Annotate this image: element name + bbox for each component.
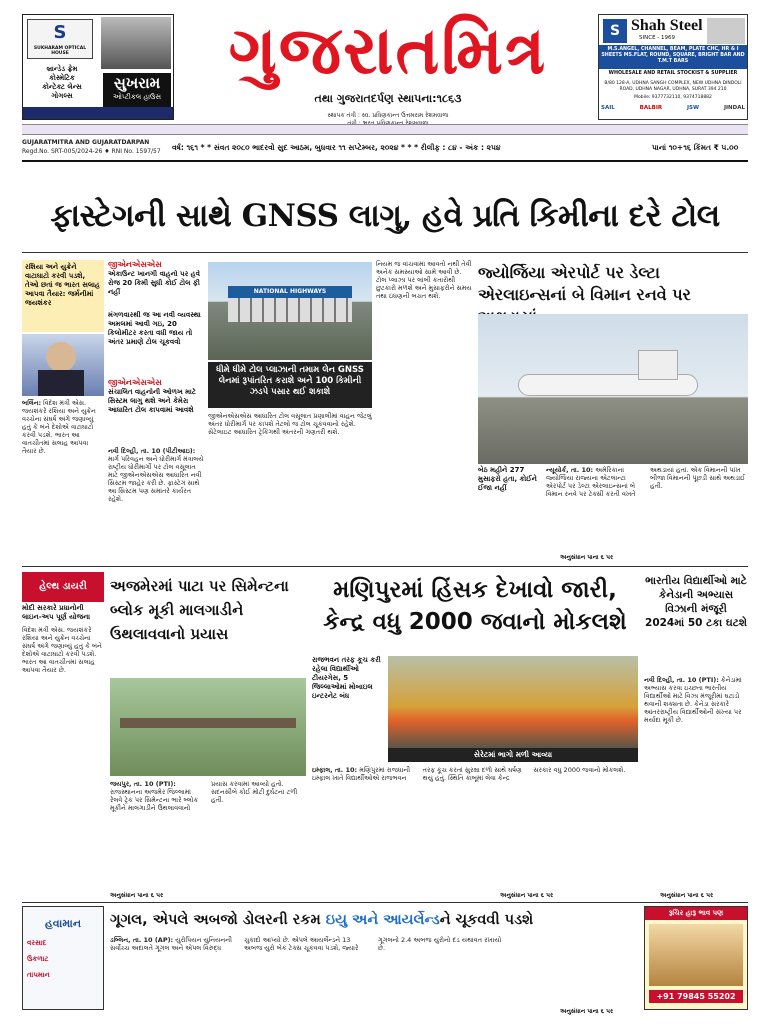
jaishankar-quote[interactable]: રશિયા અને યુક્રેને વાટાઘાટો કરવી પડશે, તેઓ છતાં જ ભારત સલાહ આપવા તૈયાર: જર્મનીમાં જયશંકર [22,260,104,332]
toll-photo-caption: ધીમે ધીમે ટોલ પ્લાઝાની તમામ લેન GNSS લેનમાં રૂપાંતરિત કરાશે અને 100 કિમીની ઝડપે પસાર થઈ શકાશે [208,362,372,408]
toll-plaza-photo [208,262,372,360]
students-headline[interactable]: ભારતીય વિદ્યાર્થીઓ માટે કેનેડાની અભ્યાસ વિઝાની મંજૂરી 2024માં 50 ટકા ઘટશે [645,575,747,629]
issue-line: વર્ષ: ૧૬૧ * * સંવત ૨૦૮૦ ભાદરવો સુદ આઠમ, બુધવાર ૧૧ સપ્ટેમ્બર, ૨૦૨૪ * * * રીલીફ : ૮૪ - અંક : ૨૫૪ [172,143,501,152]
section-rule [22,566,748,567]
students-story: નવી દિલ્હી, તા. 10 (PTI): કેનેડામાં અભ્યાસ કરવા ઇચ્છતા ભારતીય વિદ્યાર્થીઓ માટે વિઝા મંજૂરીમાં ઘટાડો થવાની શક્યતા છે. કેનેડા સરકારે આંતરરાષ્ટ્રીય વિદ્યાર્થીઓની સંખ્યા પર મર્યાદા મૂકી છે. [644,676,742,724]
reg-no: Regd.No. SRT-005/2024-26 ♦ RNI No. 1597/57 [22,148,161,155]
shah-steel-ad[interactable] [598,14,748,120]
google-apple-headline[interactable]: ગૂગલ, એપલે અબજો ડોલરની રકમ ઇયુ અને આયર્લેન્ડને ચૂકવવી પડશે [110,912,534,928]
ad-title-block: સુખરામ ઓપ્ટીકલ હાઉસ [103,73,171,107]
shah-steel-logo-icon: S [603,19,627,43]
health-diary-caption: મોદી સરકારે પ્રધાનોની લાઇન-અપ પૂર્ણ યોજના [22,604,91,621]
manipur-subheading: રાજભવન તરફ કૂચ કરી રહેલા વિદ્યાર્થીઓ ટીયરગેસ, 5 જિલ્લાઓમાં મોબાઇલ ઇન્ટરનેટ બંધ [312,656,381,700]
students-continued: અનુસંધાન પાના ૬ પર [660,892,714,899]
printer-info-strip [22,124,748,135]
weather-box [22,906,104,1010]
weather-title: હવામાન [44,917,82,930]
ajmer-headline[interactable]: અજમેરમાં પાટા પર સિમેન્ટના બ્લોક મૂકી માલગાડીને ઉથલાવવાનો પ્રયાસ [110,577,289,643]
manipur-photo [388,656,638,748]
english-name: GUJARATMITRA AND GUJARATDARPAN [22,139,150,146]
jaishankar-photo [22,334,104,396]
steel-photo [707,18,745,44]
airport-photo-caption: બેઠ મહીને 277 મુસાફરો હતા, કોઈને ઈજા નહીં [478,466,537,492]
gnss-story: નવી દિલ્હી, તા. 10 (પીટીઆઇ): માર્ગ પરિવહન અને ધોરીમાર્ગ મંત્રાલયે રાષ્ટ્રીય ધોરીમાર્ગો પર ટોલ વસૂલાત માટે જીએનએસએસ આધારિત નવી સિસ્ટમ જાહેર કરી છે. ફાસ્ટેગ સાથે આ સિસ્ટમ પણ સમાંતરે કાર્યરત રહેશે. [108,447,204,503]
google-apple-continued: અનુસંધાન પાના ૬ પર [560,1008,614,1015]
bottom-ad-title: રૂચિર હારૂ ભાવ પણ [645,907,747,920]
main-headline[interactable]: ફાસ્ટેગની સાથે GNSS લાગુ, હવે પ્રતિ કિમીના દરે ટોલ [50,198,720,234]
manipur-story: ઇમ્ફાલ, તા. 10: મણિપુરમાં રાજધાની ઇમ્ફાલ ખાતે વિદ્યાર્થીઓએ રાજભવન તરફ કૂચ કરતાં સુરક્ષા દળો સાથે ઘર્ષણ થયું હતું. સ્થિતિ કાબૂમાં લેવા કેન્દ્ર સરકાર વધુ 2000 જવાનો મોકલશે. [312,766,626,782]
left-column [22,260,104,562]
bottom-ad-phone: +91 79845 55202 [649,990,743,1003]
sukharam-logo: S SUKHARAM OPTICAL HOUSE [27,19,93,59]
issue-bar [22,138,748,162]
headline-rule [22,252,748,253]
ajmer-photo [110,678,306,776]
steel-brand-logos: SAIL BALBIR JSW JINDAL [601,105,745,111]
masthead [182,8,594,119]
price-line: પાનાં ૧૦+૧૬ કિંમત ₹ ૫.૦૦ [652,143,739,152]
airport-photo [478,314,748,464]
google-apple-story: ડબ્લિન, તા. 10 (AP): યુરોપિયન યુનિયનની સર્વોચ્ચ અદાલતે ગૂગલ અને એપલ વિરુદ્ધ ચુકાદો આપ્યો છે. એપલે આયર્લેન્ડને 13 અબજ યુરો બેક ટેક્સ ચૂકવવા પડશે, જ્યારે ગૂગલનો 2.4 અબજ યુરોનો દંડ યથાવત રખાયો છે. [110,936,502,952]
shah-steel-since: SINCE - 1969 [639,35,676,41]
manipur-continued: અનુસંધાન પાના ૬ પર [500,892,554,899]
gnss-heading-3: જીએનએસએસ [108,378,162,387]
jaishankar-story: બર્લિન: વિદેશ મંત્રી એસ. જયશંકરે રશિયા અને યુક્રેન વચ્ચેના સંઘર્ષ અંગે જણાવ્યું હતું કે બંને દેશોએ વાટાઘાટો કરવી પડશે. ભારત આ વાતચીતમાં સલાહ આપવા તૈયાર છે. [22,399,96,455]
bottom-rule [22,902,748,903]
ad-model-photo [101,17,171,69]
toll-sign: NATIONAL HIGHWAYS [228,286,352,298]
ad-brand: SUKHARAM OPTICAL HOUSE [33,46,87,56]
manipur-headline[interactable]: મણિપુરમાં હિંસક દેખાવો જારી, કેન્દ્ર વધુ 2000 જવાનો મોકલશે [323,577,627,635]
gnss-column [108,260,204,562]
airport-headline[interactable]: જ્યોર્જિયા એરપોર્ટ પર ડેલ્ટા એરલાઇન્સનાં બે વિમાન રનવે પર [478,263,691,304]
gnss-heading-1: જીએનએસએસ [108,260,162,269]
left-lower-story: વિદેશ મંત્રી એસ. જયશંકરે રશિયા અને યુક્રેન વચ્ચેના સંઘર્ષ અંગે જણાવ્યું હતું કે બંને દેશોએ વાટાઘાટો કરવી પડશે. ભારત આ વાતચીતમાં સલાહ આપવા તૈયાર છે. [22,626,102,674]
ad-address-strip [23,107,173,119]
shah-steel-products: M.S.ANGEL, CHANNEL, BEAM, PLATE CHC, HR & I SHEETS MS.FLAT, ROUND, SQUARE, BRIGHT BAR AND T.M.T BARS [599,45,747,69]
health-diary-ad[interactable]: હેલ્થ ડાયરી [22,572,104,602]
newspaper-title: ગુજરાતમિત્ર [228,11,548,89]
airport-story: ન્યૂયોર્ક, તા. 10: અમેરિકાના જ્યોર્જિયા રાજ્યના એટલાન્ટા એરપોર્ટ પર ડેલ્ટા એરલાઇન્સનાં બે વિમાન રનવે પર ટેક્સી કરતી વખતે અથડાયાં હતાં. એક વિમાનની પાંખ બીજા વિમાનની પૂંછડી સાથે અથડાઈ હતી. [546,466,746,498]
sukharam-ad[interactable] [22,14,174,120]
shah-steel-phone: Mobile: 9377732110, 9374718882 [634,95,712,100]
manipur-photo-caption: સેરેટમાં ભાગો મળી આવ્યા [388,748,638,762]
middle-story: નિયમ જ વાંચવામાં આવતો નથી તેવી અનેક સમસ્યાઓ સામે આવી છે. ટોલ પ્લાઝા પર લાંબી કતારોથી છુટકારો મળશે અને મુસાફરોને સમય તથા ઇંધણની બચત થશે. [376,260,472,300]
ajmer-continued: અનુસંધાન પાના ૬ પર [110,892,164,899]
gnss-text-1: એકાઉન્ટ ખાનગી વાહનો પર હવે રોજ 20 કિમી સુધી કોઈ ટોલ ફી નહીં [108,270,200,296]
ajmer-story: જયપુર, તા. 10 (PTI): રાજસ્થાનના અજમેર જિલ્લામાં રેલવે ટ્રેક પર સિમેન્ટના ભારે બ્લોક મૂકીને માલગાડીને ઉથલાવવાનો પ્રયાસ કરવામાં આવ્યો હતો. સદનસીબે કોઈ મોટી દુર્ઘટના ટળી હતી. [110,780,298,812]
shah-steel-trade: WHOLESALE AND RETAIL STOCKIST & SUPPLIER [608,71,738,76]
founder-line-1: સ્થાપક તંત્રી : સ્વ. પ્રવિણકાન્ત ઉત્તમરામ રેશમવાળા [327,112,449,119]
newspaper-subtitle: તથા ગુજરાતદર્પણ સ્થાપના:૧૮૬૩ [314,92,462,105]
shah-steel-address: B/80 128-A, UDHNA SANGH COMPLEX, NEW UDHNA DINDOLI ROAD, UDHNA NAGAR, UDHNA, SURAT 394 210 [604,81,742,92]
shah-steel-brand: Shah Steel [631,17,703,34]
airport-continued: અનુસંધાન પાના ૬ પર [560,554,614,561]
gnss-text-3: સંચાલિત વાહનોની ઓળખ માટે સિસ્ટમ લાગુ થશે અને કેમેરા આધારિત ટોલ કાપવામાં આવશે [108,388,196,414]
bottom-right-ad[interactable] [644,906,748,1010]
bottom-ad-image [649,924,743,986]
gnss-heading-2: મંગળવારથી જ આ નવી વ્યવસ્થા અમલમાં આવી ગઇ, 20 કિલોમીટર કરતા વધી જાય તો અંતર પ્રમાણે ટોલ ચૂકવવો [108,311,201,346]
toll-story: જીએનએસએસ આધારિત ટોલ વસૂલાત પ્રણાલીમાં વાહન જેટલું અંતર ધોરીમાર્ગ પર કાપશે તેટલો જ ટોલ ચૂકવવાનો રહેશે. સેટેલાઇટ આધારિત ટ્રેકિંગથી અંતરની ગણતરી થશે. [208,412,372,436]
ad-product-list: બ્રાન્ડેડ ફ્રેમ કોસ્મેટિક કોન્ટેક્ટ લેન્સ ગોગલ્સ [42,65,82,100]
weather-rows: વરસાદ ઉકળાટ તાપમાન [27,939,50,979]
